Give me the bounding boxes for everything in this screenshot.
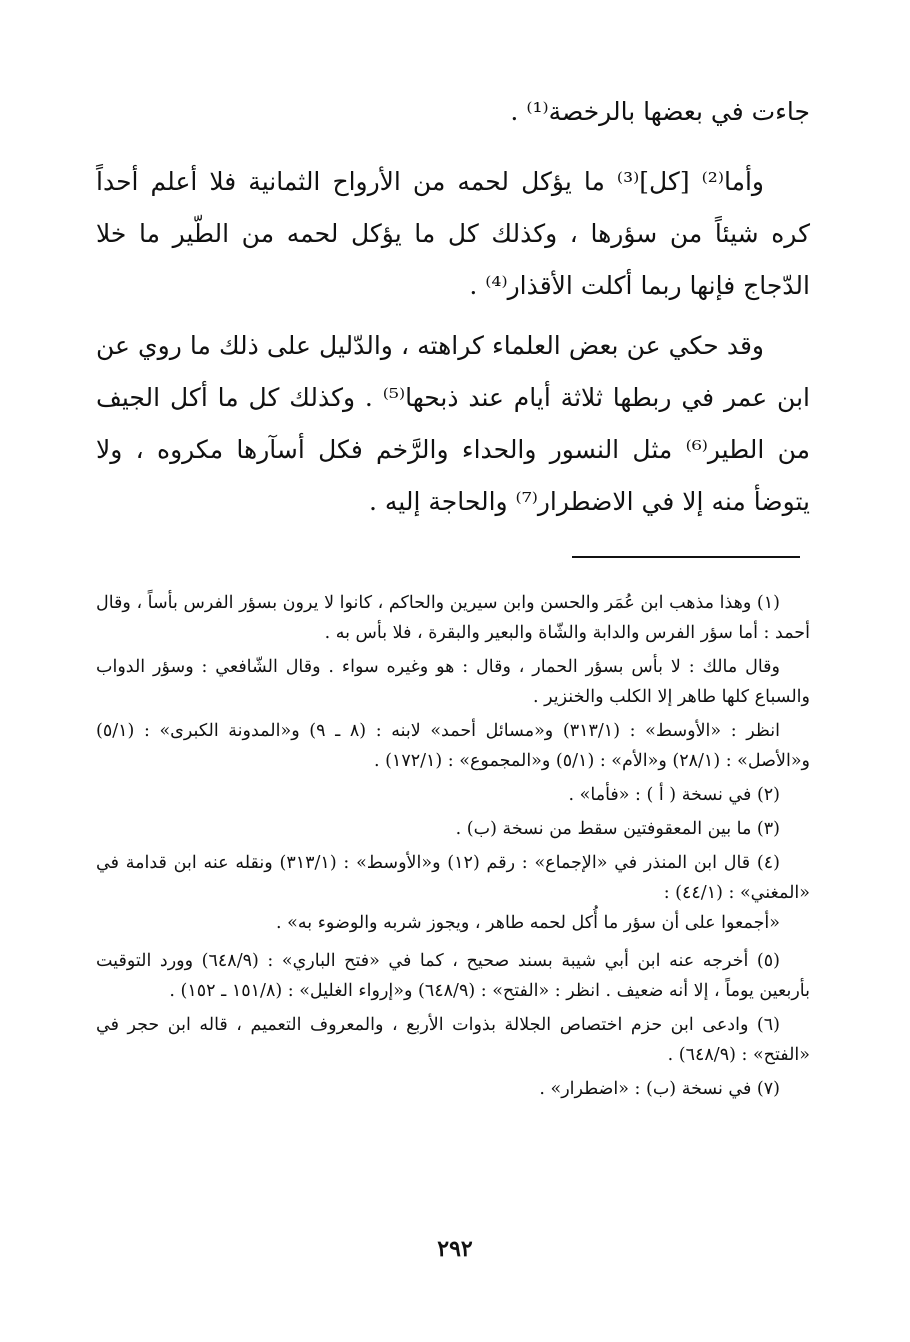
footnotes [96, 588, 810, 1104]
footnote-separator [572, 556, 800, 558]
footnote-5: (٥) أخرجه عنه ابن أبي شيبة بسند صحيح ، كما في «فتح الباري» : (٦٤٨/٩) وورد التوقيت بأربعين يوماً ، إلا أنه ضعيف . انظر : «الفتح» : (٦٤٨/٩) و«إرواء الغليل» : (١٥١/٨ ـ ١٥٢) . [96, 951, 810, 1001]
footnote-2: (٢) في نسخة ( أ ) : «فأما» . [568, 785, 780, 805]
paragraph-3: وقد حكي عن بعض العلماء كراهته ، والدّليل على ذلك ما روي عن ابن عمر في ربطها ثلاثة أيام عند ذبحها⁽⁵⁾ . وكذلك كل ما أكل الجيف من الطير⁽⁶⁾ مثل النسور والحداء والرَّخم فكل أسآرها مكروه ، ولا يتوضأ منه إلا في الاضطرار⁽⁷⁾ والحاجة إليه . [96, 331, 811, 516]
footnote-4: (٤) قال ابن المنذر في «الإجماع» : رقم (١٢) و«الأوسط» : (٣١٣/١) ونقله عنه ابن قدامة في «المغني» : (٤٤/١) : [96, 853, 810, 903]
footnote-1-references: انظر : «الأوسط» : (٣١٣/١) و«مسائل أحمد» لابنه : (٨ ـ ٩) و«المدونة الكبرى» : (٥/١) و«الأصل» : (٢٨/١) و«الأم» : (٥/١) و«المجموع» : (١٧٢/١) . [96, 721, 810, 771]
footnote-4-quote: «أجمعوا على أن سؤر ما أُكل لحمه طاهر ، ويجوز شربه والوضوء به» . [276, 913, 780, 933]
main-text [96, 86, 810, 138]
main-text-2 [96, 156, 810, 312]
footnote-1: (١) وهذا مذهب ابن عُمَر والحسن وابن سيرين والحاكم ، كانوا لا يرون بسؤر الفرس بأساً ، وقال أحمد : أما سؤر الفرس والدابة والشّاة والبعير والبقرة ، فلا بأس به . [96, 593, 810, 643]
page-number: ٢٩٢ [437, 1236, 473, 1262]
paragraph-2: وأما⁽²⁾ [كل]⁽³⁾ ما يؤكل لحمه من الأرواح الثمانية فلا أعلم أحداً كره شيئاً من سؤرها ، وكذلك كل ما يؤكل لحمه من الطّير ما خلا الدّجاج فإنها ربما أكلت الأقذار⁽⁴⁾ . [96, 167, 810, 300]
main-text-3 [96, 320, 810, 528]
footnote-1-continuation: وقال مالك : لا بأس بسؤر الحمار ، وقال : هو وغيره سواء . وقال الشّافعي : وسؤر الدواب والسباع كلها طاهر إلا الكلب والخنزير . [96, 657, 810, 707]
footnote-3: (٣) ما بين المعقوفتين سقط من نسخة (ب) . [455, 819, 780, 839]
paragraph-1: جاءت في بعضها بالرخصة⁽¹⁾ . [510, 97, 810, 126]
footnote-6: (٦) وادعى ابن حزم اختصاص الجلالة بذوات الأربع ، والمعروف التعميم ، قاله ابن حجر في «الفتح» : (٦٤٨/٩) . [96, 1015, 810, 1065]
footnote-7: (٧) في نسخة (ب) : «اضطرار» . [539, 1079, 780, 1099]
